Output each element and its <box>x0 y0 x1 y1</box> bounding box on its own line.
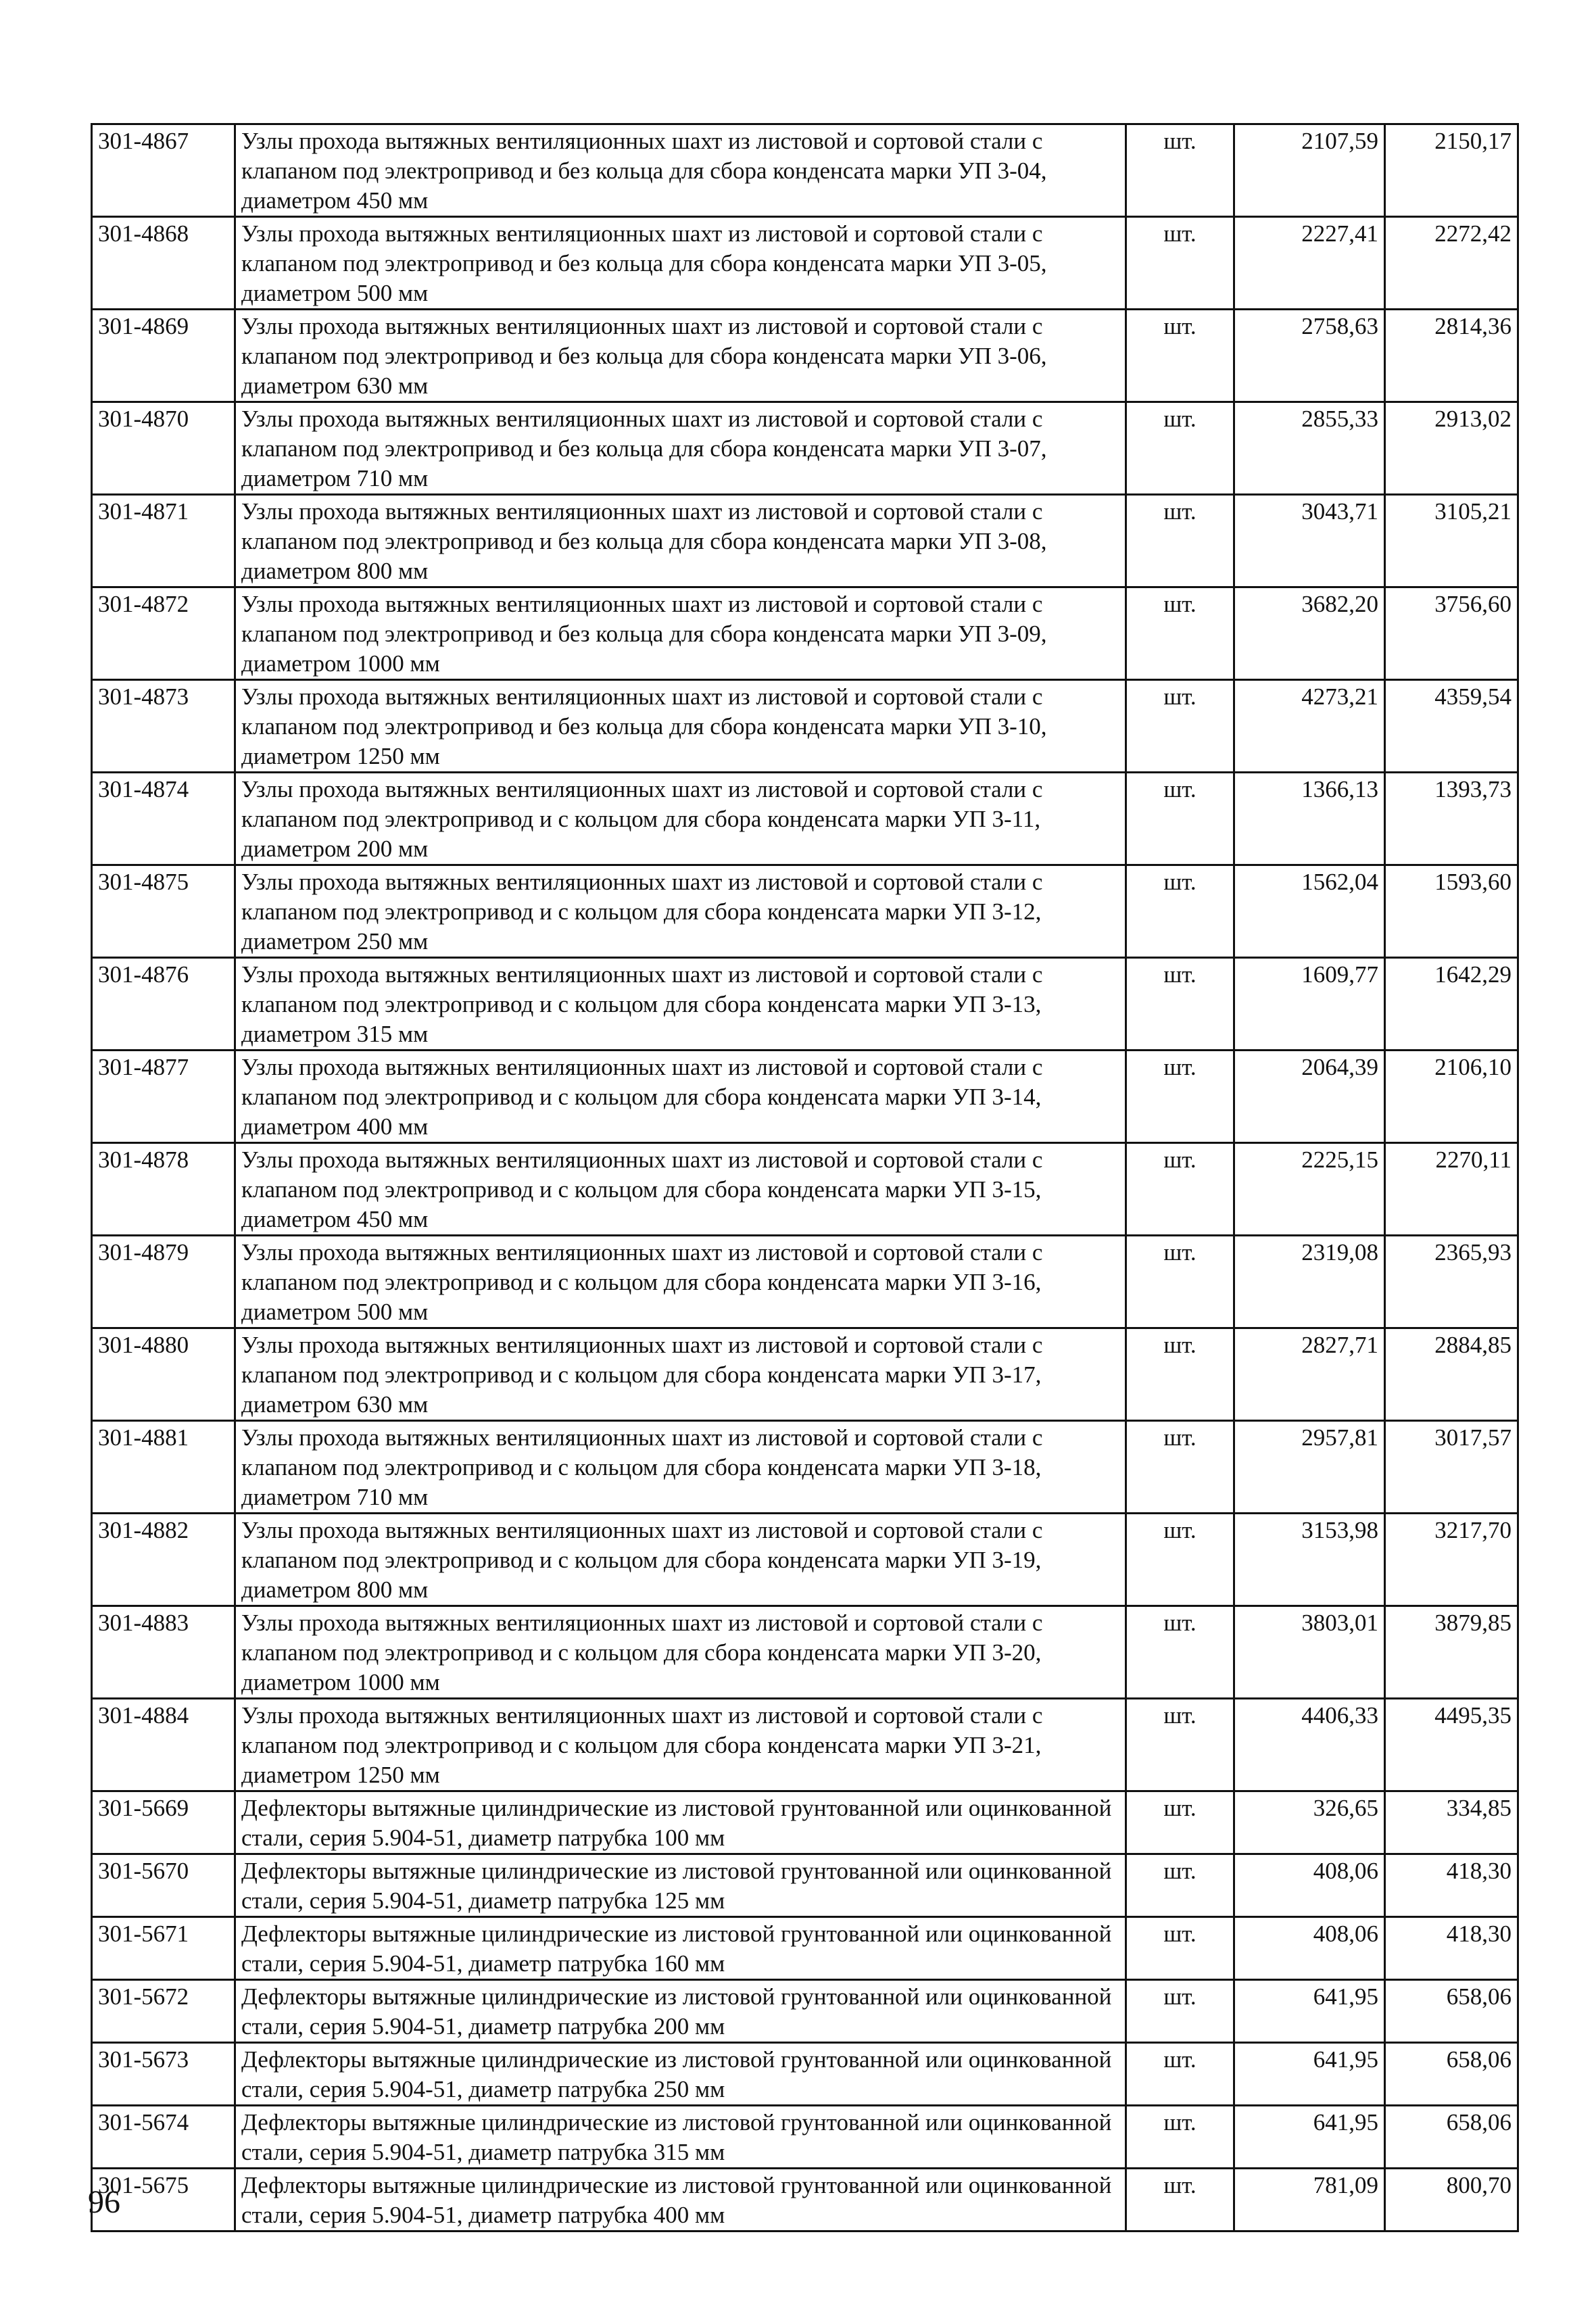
unit-cell: шт. <box>1126 2169 1234 2231</box>
name-cell: Узлы прохода вытяжных вентиляционных шахт из листовой и сортовой стали с клапаном под электропривод и с кольцом для сбора конденсата марки УП 3-20, диаметром 1000 мм <box>235 1606 1126 1699</box>
table-row <box>92 1143 1518 1236</box>
name-cell: Дефлекторы вытяжные цилиндрические из листовой грунтованной или оцинкованной стали, серия 5.904-51, диаметр патрубка 250 мм <box>235 2043 1126 2106</box>
table-row <box>92 1854 1518 1917</box>
price-cell: 2855,33 <box>1234 402 1385 495</box>
code-cell: 301-4873 <box>92 680 235 773</box>
price-cell: 2227,41 <box>1234 217 1385 310</box>
price-index-cell: 658,06 <box>1385 2106 1518 2169</box>
price-index-cell: 2272,42 <box>1385 217 1518 310</box>
unit-cell: шт. <box>1126 402 1234 495</box>
code-cell: 301-4884 <box>92 1699 235 1791</box>
unit-cell: шт. <box>1126 1236 1234 1328</box>
code-cell: 301-5670 <box>92 1854 235 1917</box>
name-cell: Дефлекторы вытяжные цилиндрические из листовой грунтованной или оцинкованной стали, серия 5.904-51, диаметр патрубка 315 мм <box>235 2106 1126 2169</box>
code-cell: 301-4875 <box>92 865 235 958</box>
price-index-cell: 2106,10 <box>1385 1051 1518 1143</box>
unit-cell: шт. <box>1126 2106 1234 2169</box>
unit-cell: шт. <box>1126 1143 1234 1236</box>
name-cell: Узлы прохода вытяжных вентиляционных шахт из листовой и сортовой стали с клапаном под электропривод и без кольца для сбора конденсата марки УП 3-05, диаметром 500 мм <box>235 217 1126 310</box>
unit-cell: шт. <box>1126 1791 1234 1854</box>
price-cell: 641,95 <box>1234 1980 1385 2043</box>
table-row <box>92 773 1518 865</box>
code-cell: 301-4869 <box>92 310 235 402</box>
table-row <box>92 587 1518 680</box>
price-index-cell: 2913,02 <box>1385 402 1518 495</box>
price-table <box>91 123 1519 2232</box>
code-cell: 301-4870 <box>92 402 235 495</box>
name-cell: Узлы прохода вытяжных вентиляционных шахт из листовой и сортовой стали с клапаном под электропривод и без кольца для сбора конденсата марки УП 3-04, диаметром 450 мм <box>235 124 1126 217</box>
unit-cell: шт. <box>1126 1514 1234 1606</box>
code-cell: 301-4883 <box>92 1606 235 1699</box>
unit-cell: шт. <box>1126 124 1234 217</box>
price-index-cell: 3879,85 <box>1385 1606 1518 1699</box>
price-index-cell: 658,06 <box>1385 1980 1518 2043</box>
unit-cell: шт. <box>1126 1917 1234 1980</box>
price-cell: 641,95 <box>1234 2043 1385 2106</box>
table-row <box>92 1514 1518 1606</box>
price-cell: 2758,63 <box>1234 310 1385 402</box>
table-row <box>92 124 1518 217</box>
price-index-cell: 2365,93 <box>1385 1236 1518 1328</box>
table-row <box>92 958 1518 1051</box>
code-cell: 301-5669 <box>92 1791 235 1854</box>
price-cell: 2319,08 <box>1234 1236 1385 1328</box>
table-row <box>92 310 1518 402</box>
name-cell: Узлы прохода вытяжных вентиляционных шахт из листовой и сортовой стали с клапаном под электропривод и без кольца для сбора конденсата марки УП 3-09, диаметром 1000 мм <box>235 587 1126 680</box>
code-cell: 301-5675 <box>92 2169 235 2231</box>
name-cell: Узлы прохода вытяжных вентиляционных шахт из листовой и сортовой стали с клапаном под электропривод и с кольцом для сбора конденсата марки УП 3-19, диаметром 800 мм <box>235 1514 1126 1606</box>
code-cell: 301-4867 <box>92 124 235 217</box>
unit-cell: шт. <box>1126 1854 1234 1917</box>
unit-cell: шт. <box>1126 773 1234 865</box>
price-index-cell: 2814,36 <box>1385 310 1518 402</box>
price-index-cell: 658,06 <box>1385 2043 1518 2106</box>
price-cell: 3682,20 <box>1234 587 1385 680</box>
price-index-cell: 1393,73 <box>1385 773 1518 865</box>
unit-cell: шт. <box>1126 495 1234 587</box>
table-row <box>92 1421 1518 1514</box>
table-row <box>92 865 1518 958</box>
price-cell: 1366,13 <box>1234 773 1385 865</box>
table-row <box>92 1917 1518 1980</box>
price-index-cell: 2150,17 <box>1385 124 1518 217</box>
table-row <box>92 680 1518 773</box>
price-cell: 3043,71 <box>1234 495 1385 587</box>
name-cell: Дефлекторы вытяжные цилиндрические из листовой грунтованной или оцинкованной стали, серия 5.904-51, диаметр патрубка 400 мм <box>235 2169 1126 2231</box>
name-cell: Дефлекторы вытяжные цилиндрические из листовой грунтованной или оцинкованной стали, серия 5.904-51, диаметр патрубка 200 мм <box>235 1980 1126 2043</box>
price-cell: 326,65 <box>1234 1791 1385 1854</box>
unit-cell: шт. <box>1126 1421 1234 1514</box>
code-cell: 301-5673 <box>92 2043 235 2106</box>
price-cell: 1562,04 <box>1234 865 1385 958</box>
table-row <box>92 2169 1518 2231</box>
name-cell: Узлы прохода вытяжных вентиляционных шахт из листовой и сортовой стали с клапаном под электропривод и с кольцом для сбора конденсата марки УП 3-15, диаметром 450 мм <box>235 1143 1126 1236</box>
table-row <box>92 1051 1518 1143</box>
table-row <box>92 1236 1518 1328</box>
code-cell: 301-4879 <box>92 1236 235 1328</box>
name-cell: Узлы прохода вытяжных вентиляционных шахт из листовой и сортовой стали с клапаном под электропривод и без кольца для сбора конденсата марки УП 3-07, диаметром 710 мм <box>235 402 1126 495</box>
price-index-cell: 2884,85 <box>1385 1328 1518 1421</box>
table-row <box>92 1328 1518 1421</box>
unit-cell: шт. <box>1126 680 1234 773</box>
price-index-cell: 800,70 <box>1385 2169 1518 2231</box>
code-cell: 301-4880 <box>92 1328 235 1421</box>
table-row <box>92 1699 1518 1791</box>
page-number: 96 <box>88 2184 120 2220</box>
unit-cell: шт. <box>1126 958 1234 1051</box>
table-row <box>92 217 1518 310</box>
code-cell: 301-4868 <box>92 217 235 310</box>
unit-cell: шт. <box>1126 587 1234 680</box>
name-cell: Узлы прохода вытяжных вентиляционных шахт из листовой и сортовой стали с клапаном под электропривод и с кольцом для сбора конденсата марки УП 3-14, диаметром 400 мм <box>235 1051 1126 1143</box>
name-cell: Узлы прохода вытяжных вентиляционных шахт из листовой и сортовой стали с клапаном под электропривод и с кольцом для сбора конденсата марки УП 3-11, диаметром 200 мм <box>235 773 1126 865</box>
name-cell: Узлы прохода вытяжных вентиляционных шахт из листовой и сортовой стали с клапаном под электропривод и без кольца для сбора конденсата марки УП 3-06, диаметром 630 мм <box>235 310 1126 402</box>
name-cell: Узлы прохода вытяжных вентиляционных шахт из листовой и сортовой стали с клапаном под электропривод и без кольца для сбора конденсата марки УП 3-08, диаметром 800 мм <box>235 495 1126 587</box>
price-cell: 2064,39 <box>1234 1051 1385 1143</box>
price-index-cell: 2270,11 <box>1385 1143 1518 1236</box>
name-cell: Узлы прохода вытяжных вентиляционных шахт из листовой и сортовой стали с клапаном под электропривод и с кольцом для сбора конденсата марки УП 3-13, диаметром 315 мм <box>235 958 1126 1051</box>
price-table-body <box>92 124 1518 2231</box>
code-cell: 301-4882 <box>92 1514 235 1606</box>
code-cell: 301-4872 <box>92 587 235 680</box>
price-index-cell: 4359,54 <box>1385 680 1518 773</box>
unit-cell: шт. <box>1126 1606 1234 1699</box>
price-cell: 2957,81 <box>1234 1421 1385 1514</box>
code-cell: 301-5674 <box>92 2106 235 2169</box>
price-cell: 2827,71 <box>1234 1328 1385 1421</box>
price-index-cell: 418,30 <box>1385 1917 1518 1980</box>
price-index-cell: 334,85 <box>1385 1791 1518 1854</box>
code-cell: 301-4877 <box>92 1051 235 1143</box>
code-cell: 301-5672 <box>92 1980 235 2043</box>
price-cell: 1609,77 <box>1234 958 1385 1051</box>
price-cell: 2225,15 <box>1234 1143 1385 1236</box>
price-index-cell: 3756,60 <box>1385 587 1518 680</box>
price-cell: 4406,33 <box>1234 1699 1385 1791</box>
price-index-cell: 418,30 <box>1385 1854 1518 1917</box>
price-cell: 4273,21 <box>1234 680 1385 773</box>
unit-cell: шт. <box>1126 2043 1234 2106</box>
price-cell: 3803,01 <box>1234 1606 1385 1699</box>
table-row <box>92 2106 1518 2169</box>
name-cell: Дефлекторы вытяжные цилиндрические из листовой грунтованной или оцинкованной стали, серия 5.904-51, диаметр патрубка 125 мм <box>235 1854 1126 1917</box>
unit-cell: шт. <box>1126 1980 1234 2043</box>
name-cell: Узлы прохода вытяжных вентиляционных шахт из листовой и сортовой стали с клапаном под электропривод и с кольцом для сбора конденсата марки УП 3-18, диаметром 710 мм <box>235 1421 1126 1514</box>
price-cell: 781,09 <box>1234 2169 1385 2231</box>
price-index-cell: 3105,21 <box>1385 495 1518 587</box>
code-cell: 301-4881 <box>92 1421 235 1514</box>
price-index-cell: 3217,70 <box>1385 1514 1518 1606</box>
name-cell: Дефлекторы вытяжные цилиндрические из листовой грунтованной или оцинкованной стали, серия 5.904-51, диаметр патрубка 100 мм <box>235 1791 1126 1854</box>
code-cell: 301-4878 <box>92 1143 235 1236</box>
price-index-cell: 1642,29 <box>1385 958 1518 1051</box>
price-index-cell: 3017,57 <box>1385 1421 1518 1514</box>
price-cell: 641,95 <box>1234 2106 1385 2169</box>
table-row <box>92 495 1518 587</box>
unit-cell: шт. <box>1126 217 1234 310</box>
price-index-cell: 4495,35 <box>1385 1699 1518 1791</box>
code-cell: 301-4871 <box>92 495 235 587</box>
table-row <box>92 1606 1518 1699</box>
code-cell: 301-4876 <box>92 958 235 1051</box>
name-cell: Узлы прохода вытяжных вентиляционных шахт из листовой и сортовой стали с клапаном под электропривод и с кольцом для сбора конденсата марки УП 3-12, диаметром 250 мм <box>235 865 1126 958</box>
price-cell: 2107,59 <box>1234 124 1385 217</box>
code-cell: 301-4874 <box>92 773 235 865</box>
price-cell: 3153,98 <box>1234 1514 1385 1606</box>
name-cell: Узлы прохода вытяжных вентиляционных шахт из листовой и сортовой стали с клапаном под электропривод и с кольцом для сбора конденсата марки УП 3-17, диаметром 630 мм <box>235 1328 1126 1421</box>
table-row <box>92 1980 1518 2043</box>
name-cell: Узлы прохода вытяжных вентиляционных шахт из листовой и сортовой стали с клапаном под электропривод и с кольцом для сбора конденсата марки УП 3-16, диаметром 500 мм <box>235 1236 1126 1328</box>
table-row <box>92 1791 1518 1854</box>
unit-cell: шт. <box>1126 1328 1234 1421</box>
table-row <box>92 402 1518 495</box>
unit-cell: шт. <box>1126 865 1234 958</box>
price-index-cell: 1593,60 <box>1385 865 1518 958</box>
unit-cell: шт. <box>1126 1699 1234 1791</box>
name-cell: Узлы прохода вытяжных вентиляционных шахт из листовой и сортовой стали с клапаном под электропривод и без кольца для сбора конденсата марки УП 3-10, диаметром 1250 мм <box>235 680 1126 773</box>
price-cell: 408,06 <box>1234 1917 1385 1980</box>
price-cell: 408,06 <box>1234 1854 1385 1917</box>
unit-cell: шт. <box>1126 310 1234 402</box>
name-cell: Дефлекторы вытяжные цилиндрические из листовой грунтованной или оцинкованной стали, серия 5.904-51, диаметр патрубка 160 мм <box>235 1917 1126 1980</box>
unit-cell: шт. <box>1126 1051 1234 1143</box>
code-cell: 301-5671 <box>92 1917 235 1980</box>
name-cell: Узлы прохода вытяжных вентиляционных шахт из листовой и сортовой стали с клапаном под электропривод и с кольцом для сбора конденсата марки УП 3-21, диаметром 1250 мм <box>235 1699 1126 1791</box>
table-row <box>92 2043 1518 2106</box>
